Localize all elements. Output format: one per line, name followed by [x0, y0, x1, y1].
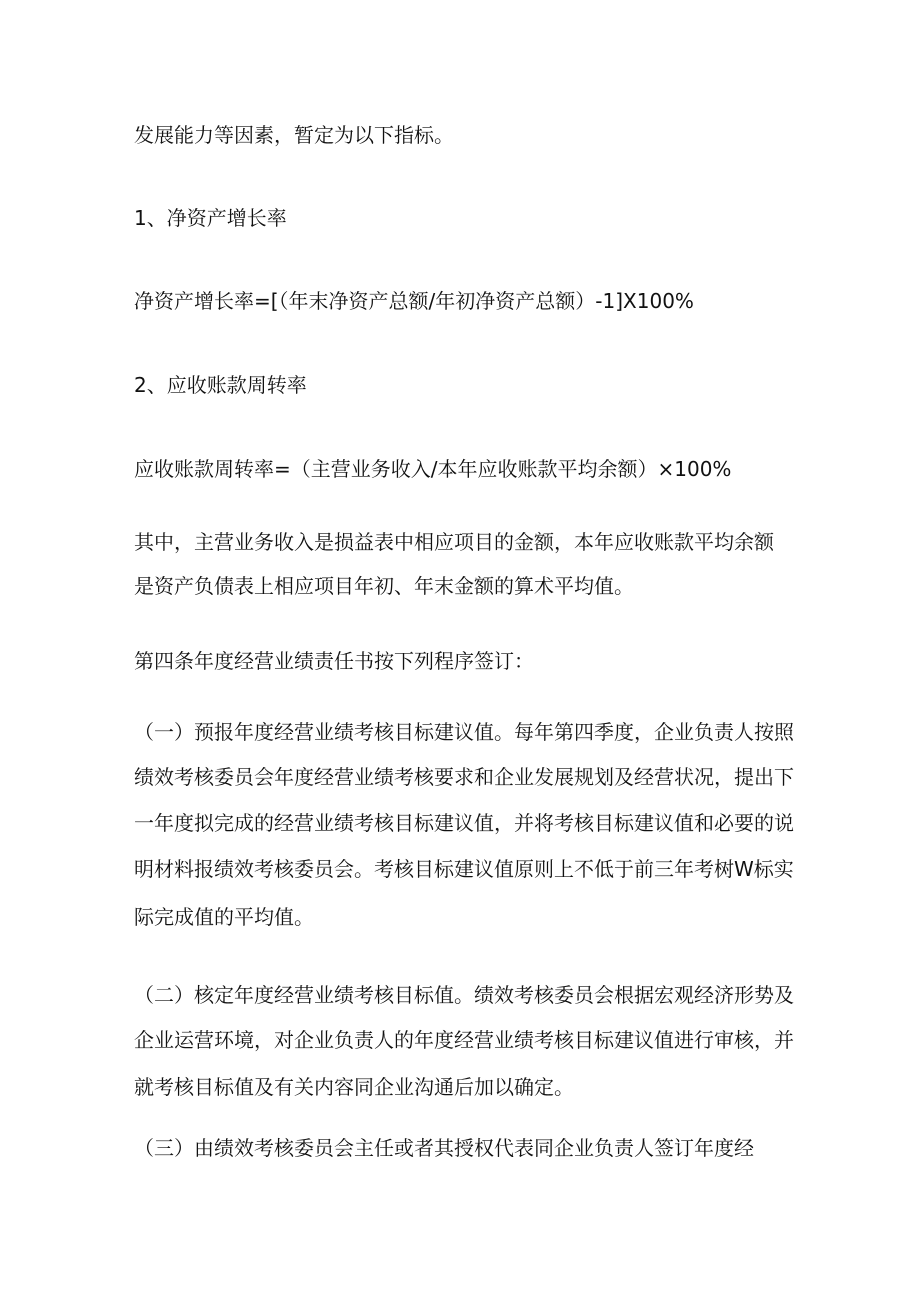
- section-heading: 2、应收账款周转率: [134, 373, 307, 397]
- article-heading: 第四条年度经营业绩责任书按下列程序签订：: [134, 649, 534, 673]
- paragraph-line: （二）核定年度经营业绩考核目标值。绩效考核委员会根据宏观经济形势及: [134, 983, 794, 1007]
- paragraph-line: 绩效考核委员会年度经营业绩考核要求和企业发展规划及经营状况，提出下: [134, 765, 794, 789]
- paragraph-line: 一年度拟完成的经营业绩考核目标建议值，并将考核目标建议值和必要的说: [134, 811, 794, 835]
- formula-line: 净资产增长率=[（年末净资产总额/年初净资产总额）-1]X100%: [134, 289, 694, 313]
- paragraph-line: 是资产负债表上相应项目年初、年末金额的算术平均值。: [134, 574, 634, 598]
- paragraph-line: 就考核目标值及有关内容同企业沟通后加以确定。: [134, 1075, 574, 1099]
- formula-line: 应收账款周转率=（主营业务收入/本年应收账款平均余额）×100%: [134, 457, 732, 481]
- paragraph-line: 其中，主营业务收入是损益表中相应项目的金额，本年应收账款平均余额: [134, 530, 774, 554]
- paragraph-line: （一）预报年度经营业绩考核目标建议值。每年第四季度，企业负责人按照: [134, 720, 794, 744]
- section-heading: 1、净资产增长率: [134, 206, 287, 230]
- paragraph-line: 明材料报绩效考核委员会。考核目标建议值原则上不低于前三年考树W标实: [134, 857, 794, 881]
- paragraph-line: 企业运营环境，对企业负责人的年度经营业绩考核目标建议值进行审核，并: [134, 1028, 794, 1052]
- paragraph-line: 际完成值的平均值。: [134, 905, 314, 929]
- paragraph-line: （三）由绩效考核委员会主任或者其授权代表同企业负责人签订年度经: [134, 1136, 754, 1160]
- paragraph-line: 发展能力等因素，暂定为以下指标。: [134, 123, 454, 147]
